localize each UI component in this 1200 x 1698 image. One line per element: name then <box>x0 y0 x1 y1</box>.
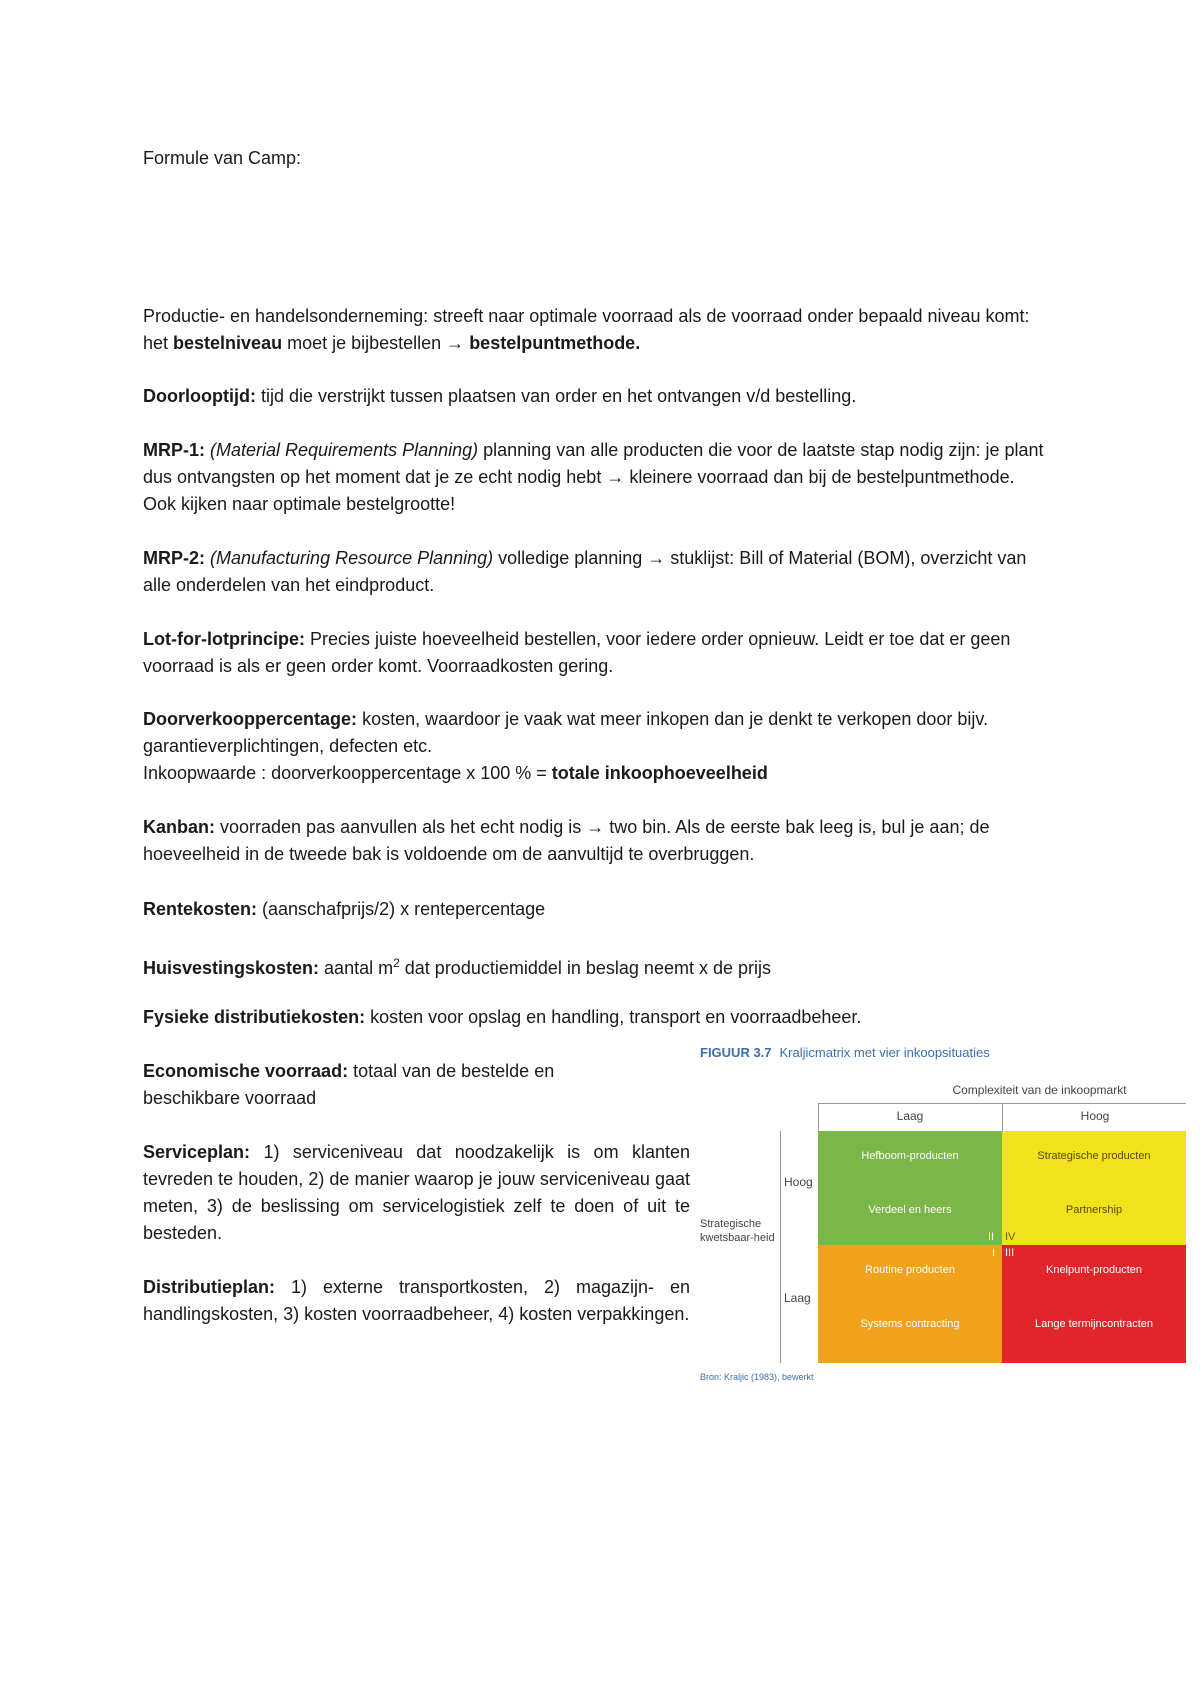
paragraph-huisvesting: Huisvestingskosten: aantal $m^2$ dat productiemiddel in beslag neemt x de prijs <box>143 956 771 978</box>
paragraph-lot-for-lot: Lot-for-lotprincipe: Precies juiste hoeveelheid bestellen, voor iedere order opnieuw. Leidt er toe dat er geen voorraad is als er geen order komt. Voorraadkosten gering. <box>143 629 1011 676</box>
figure-source: Bron: Kraljic (1983), bewerkt <box>700 1372 814 1382</box>
paragraph-doorverkoop: Doorverkooppercentage: kosten, waardoor je vaak wat meer inkopen dan je denkt te verkopen door bijv. garantieverplichtingen, defecten etc. Inkoopwaarde : doorverkooppercentage x 100 % = totale inkoophoeveelheid <box>143 709 989 783</box>
mid-header-line <box>1002 1103 1003 1131</box>
roman-i: I <box>992 1247 996 1259</box>
cell-knelpunt: Knelpunt-producten Lange termijncontracten <box>1002 1245 1186 1363</box>
y-label-laag: Laag <box>784 1291 811 1305</box>
cell-routine: Routine producten Systems contracting <box>818 1245 1002 1363</box>
left-header-line <box>818 1103 819 1131</box>
paragraph-economische-voorraad: Economische voorraad: totaal van de bestelde en beschikbare voorraad <box>143 1061 555 1108</box>
roman-iii: III <box>1005 1247 1015 1259</box>
paragraph-doorlooptijd: Doorlooptijd: tijd die verstrijkt tussen plaatsen van order en het ontvangen v/d bestelling. <box>143 386 857 406</box>
paragraph-distributieplan: Distributieplan: 1) externe transportkosten, 2) magazijn- en handlingskosten, 3) kosten voorraadbeheer, 4) kosten verpakkingen. <box>143 1277 690 1324</box>
paragraph-serviceplan: Serviceplan: 1) serviceniveau dat noodzakelijk is om klanten tevreden te houden, 2) de manier waarop je jouw serviceniveau gaat meten, 3) de beslissing om servicelogistiek zelf te doen of uit te besteden. <box>143 1142 690 1243</box>
paragraph-productie: Productie- en handelsonderneming: streeft naar optimale voorraad als de voorraad onder bepaald niveau komt: het bestelniveau moet je bijbestellen → bestelpuntmethode. <box>143 306 1030 353</box>
x-label-hoog: Hoog <box>1080 1109 1110 1123</box>
x-label-laag: Laag <box>896 1109 924 1123</box>
paragraph-kanban: Kanban: voorraden pas aanvullen als het echt nodig is → two bin. Als de eerste bak leeg is, bul je aan; de hoeveelheid in de tweede bak is voldoende om de aanvultijd te overbruggen. <box>143 817 990 864</box>
paragraph-mrp1: MRP-1: (Material Requirements Planning) planning van alle producten die voor de laatste stap nodig zijn: je plant dus ontvangsten op het moment dat je ze echt nodig hebt → kleinere voorraad dan bij de bestelpuntmethode. Ook kijken naar optimale bestelgrootte! <box>143 440 1044 514</box>
figure-caption: FIGUUR 3.7 Kraljicmatrix met vier inkoopsituaties <box>700 1045 990 1060</box>
paragraph-fysieke-distributie: Fysieke distributiekosten: kosten voor opslag en handling, transport en voorraadbeheer. <box>143 1007 862 1027</box>
paragraph-mrp2: MRP-2: (Manufacturing Resource Planning) volledige planning → stuklijst: Bill of Material (BOM), overzicht van alle onderdelen van het eindproduct. <box>143 548 1027 595</box>
y-axis-line <box>780 1131 781 1363</box>
cell-hefboom: Hefboom-producten Verdeel en heers <box>818 1131 1002 1245</box>
x-axis-title: Complexiteit van de inkoopmarkt <box>952 1083 1127 1097</box>
formula-heading: Formule van Camp: <box>143 148 302 168</box>
kraljic-matrix-figure <box>700 1045 1200 1395</box>
cell-strategisch: Strategische producten Partnership <box>1002 1131 1186 1245</box>
y-label-hoog: Hoog <box>784 1175 813 1189</box>
y-axis-title: Strategische kwetsbaar-heid <box>700 1218 775 1244</box>
roman-ii: II <box>988 1231 995 1243</box>
paragraph-rentekosten: Rentekosten: (aanschafprijs/2) x rentepercentage <box>143 899 546 919</box>
roman-iv: IV <box>1005 1231 1016 1243</box>
